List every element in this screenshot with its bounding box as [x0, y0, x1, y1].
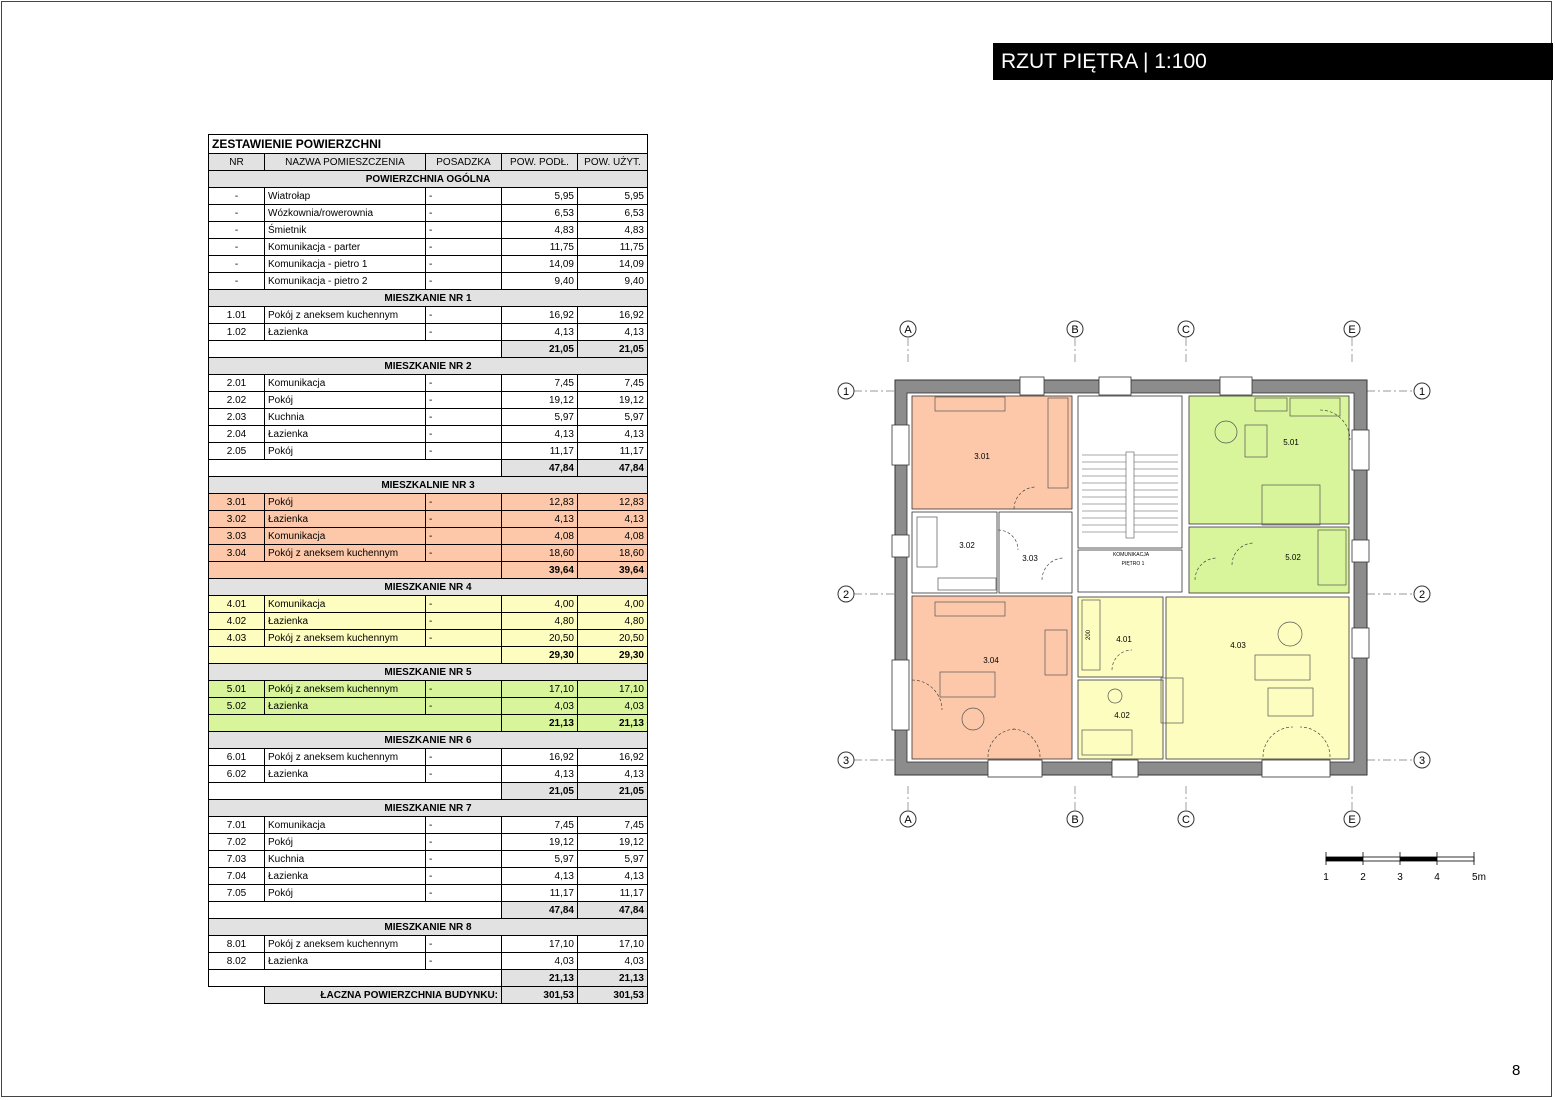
total-usable-area: 21,05	[578, 783, 648, 800]
floor-area: 14,09	[502, 256, 578, 273]
svg-text:2: 2	[842, 589, 850, 601]
total-usable-area: 21,13	[578, 970, 648, 987]
room-number: 7.05	[209, 885, 265, 902]
page-number: 8	[1512, 1062, 1521, 1079]
room-number: 7.04	[209, 868, 265, 885]
usable-area: 5,95	[578, 188, 648, 205]
floor-finish: -	[426, 324, 502, 341]
floor-finish: -	[426, 426, 502, 443]
label-3-01: 3.01	[974, 452, 990, 461]
label-4-02: 4.02	[1114, 711, 1130, 720]
room-name: Komunikacja	[265, 528, 426, 545]
room-name: Łazienka	[265, 868, 426, 885]
room-number: 2.03	[209, 409, 265, 426]
room-number: -	[209, 273, 265, 290]
svg-text:3: 3	[842, 755, 850, 767]
label-5-01: 5.01	[1283, 438, 1299, 447]
label-3-04: 3.04	[983, 656, 999, 665]
floor-area: 4,13	[502, 766, 578, 783]
column-header: POW. PODŁ.	[502, 154, 578, 171]
floor-finish: -	[426, 630, 502, 647]
svg-text:B: B	[1071, 814, 1079, 826]
svg-text:E: E	[1348, 814, 1356, 826]
floor-area: 20,50	[502, 630, 578, 647]
section-name: MIESZKANIE NR 6	[209, 732, 648, 749]
room-name: Pokój	[265, 392, 426, 409]
floor-area: 4,13	[502, 511, 578, 528]
floor-finish: -	[426, 834, 502, 851]
axis-E-top	[1344, 321, 1360, 337]
svg-text:1: 1	[1323, 872, 1329, 883]
usable-area: 4,83	[578, 222, 648, 239]
room-name: Łazienka	[265, 953, 426, 970]
column-header: POW. UŻYT.	[578, 154, 648, 171]
floor-finish: -	[426, 613, 502, 630]
floor-finish: -	[426, 817, 502, 834]
floor-finish: -	[426, 868, 502, 885]
axis-A-bottom	[900, 811, 916, 827]
total-usable-area: 47,84	[578, 902, 648, 919]
room-number: 3.04	[209, 545, 265, 562]
room-3-04	[912, 596, 1072, 759]
label-3-03: 3.03	[1022, 554, 1038, 563]
axis-2-right	[1414, 586, 1430, 602]
floor-finish: -	[426, 222, 502, 239]
room-name: Pokój	[265, 885, 426, 902]
axis-1-left	[838, 383, 854, 399]
room-number: 1.02	[209, 324, 265, 341]
floor-area: 4,13	[502, 324, 578, 341]
room-3-02	[912, 512, 997, 593]
floor-finish: -	[426, 256, 502, 273]
column-header: NR	[209, 154, 265, 171]
table-title: ZESTAWIENIE POWIERZCHNI	[209, 135, 648, 154]
section-name: MIESZKANIE NR 2	[209, 358, 648, 375]
svg-text:C: C	[1182, 324, 1190, 336]
room-number: 7.02	[209, 834, 265, 851]
floor-area: 11,75	[502, 239, 578, 256]
usable-area: 16,92	[578, 749, 648, 766]
room-number: 6.02	[209, 766, 265, 783]
room-number: 5.01	[209, 681, 265, 698]
room-name: Pokój z aneksem kuchennym	[265, 630, 426, 647]
floor-finish: -	[426, 409, 502, 426]
floor-area: 4,80	[502, 613, 578, 630]
room-name: Wiatrołap	[265, 188, 426, 205]
usable-area: 17,10	[578, 936, 648, 953]
axis-A-top	[900, 321, 916, 337]
room-number: 8.02	[209, 953, 265, 970]
svg-text:2: 2	[1360, 872, 1366, 883]
total-floor-area: 47,84	[502, 460, 578, 477]
floor-area: 16,92	[502, 749, 578, 766]
floor-finish: -	[426, 528, 502, 545]
svg-text:PIĘTRO 1: PIĘTRO 1	[1121, 561, 1145, 567]
total-usable-area: 39,64	[578, 562, 648, 579]
room-number: 4.01	[209, 596, 265, 613]
floor-finish: -	[426, 273, 502, 290]
room-name: Pokój	[265, 834, 426, 851]
axis-1-right	[1414, 383, 1430, 399]
room-name: Komunikacja	[265, 596, 426, 613]
floor-finish: -	[426, 205, 502, 222]
svg-text:KOMUNIKACJA: KOMUNIKACJA	[1112, 552, 1150, 558]
room-number: 2.02	[209, 392, 265, 409]
total-floor-area: 39,64	[502, 562, 578, 579]
room-name: Komunikacja - pietro 1	[265, 256, 426, 273]
total-floor-area: 21,13	[502, 715, 578, 732]
room-number: -	[209, 239, 265, 256]
floor-area: 19,12	[502, 392, 578, 409]
room-number: 8.01	[209, 936, 265, 953]
total-usable-area: 21,13	[578, 715, 648, 732]
room-number: 7.01	[209, 817, 265, 834]
floor-area: 12,83	[502, 494, 578, 511]
floor-finish: -	[426, 511, 502, 528]
floor-finish: -	[426, 851, 502, 868]
floor-area: 11,17	[502, 885, 578, 902]
label-5-02: 5.02	[1285, 553, 1301, 562]
room-5-01	[1189, 396, 1349, 524]
room-name: Łazienka	[265, 766, 426, 783]
total-floor-area: 21,05	[502, 341, 578, 358]
label-4-03: 4.03	[1230, 641, 1246, 650]
floor-finish: -	[426, 307, 502, 324]
room-number: 3.01	[209, 494, 265, 511]
usable-area: 14,09	[578, 256, 648, 273]
section-name: POWIERZCHNIA OGÓLNA	[209, 171, 648, 188]
floor-finish: -	[426, 749, 502, 766]
usable-area: 4,13	[578, 324, 648, 341]
usable-area: 6,53	[578, 205, 648, 222]
room-number: -	[209, 222, 265, 239]
svg-text:C: C	[1182, 814, 1190, 826]
svg-text:A: A	[904, 814, 912, 826]
floor-finish: -	[426, 936, 502, 953]
floor-area: 9,40	[502, 273, 578, 290]
section-name: MIESZKANIE NR 7	[209, 800, 648, 817]
floor-area: 5,97	[502, 409, 578, 426]
usable-area: 4,03	[578, 698, 648, 715]
room-name: Pokój z aneksem kuchennym	[265, 749, 426, 766]
room-number: 2.05	[209, 443, 265, 460]
svg-text:E: E	[1348, 324, 1356, 336]
usable-area: 7,45	[578, 817, 648, 834]
usable-area: 4,13	[578, 868, 648, 885]
usable-area: 16,92	[578, 307, 648, 324]
svg-text:B: B	[1071, 324, 1079, 336]
floor-area: 5,95	[502, 188, 578, 205]
room-number: 4.03	[209, 630, 265, 647]
axis-B-top	[1067, 321, 1083, 337]
floor-finish: -	[426, 188, 502, 205]
axis-3-right	[1414, 752, 1430, 768]
section-name: MIESZKANIE NR 5	[209, 664, 648, 681]
axis-2-left	[838, 586, 854, 602]
axis-B-bottom	[1067, 811, 1083, 827]
svg-text:5m: 5m	[1472, 872, 1486, 883]
room-name: Łazienka	[265, 698, 426, 715]
floor-area: 18,60	[502, 545, 578, 562]
svg-text:1: 1	[842, 386, 850, 398]
floor-area: 4,13	[502, 426, 578, 443]
usable-area: 4,13	[578, 426, 648, 443]
usable-area: 5,97	[578, 409, 648, 426]
room-number: 6.01	[209, 749, 265, 766]
floor-area: 7,45	[502, 375, 578, 392]
floor-finish: -	[426, 766, 502, 783]
room-number: 5.02	[209, 698, 265, 715]
usable-area: 12,83	[578, 494, 648, 511]
usable-area: 4,00	[578, 596, 648, 613]
room-5-02	[1189, 527, 1349, 593]
floor-finish: -	[426, 885, 502, 902]
floor-finish: -	[426, 953, 502, 970]
axis-C-top	[1178, 321, 1194, 337]
floor-finish: -	[426, 375, 502, 392]
room-name: Kuchnia	[265, 409, 426, 426]
usable-area: 4,08	[578, 528, 648, 545]
usable-area: 11,17	[578, 885, 648, 902]
floor-finish: -	[426, 494, 502, 511]
floor-area: 17,10	[502, 936, 578, 953]
column-header: NAZWA POMIESZCZENIA	[265, 154, 426, 171]
section-name: MIESZKANIE NR 1	[209, 290, 648, 307]
floor-finish: -	[426, 545, 502, 562]
floor-finish: -	[426, 443, 502, 460]
total-floor-area: 47,84	[502, 902, 578, 919]
dimension-note: 200	[1086, 629, 1092, 640]
column-header: POSADZKA	[426, 154, 502, 171]
room-name: Pokój	[265, 494, 426, 511]
usable-area: 20,50	[578, 630, 648, 647]
room-name: Pokój z aneksem kuchennym	[265, 936, 426, 953]
room-name: Śmietnik	[265, 222, 426, 239]
usable-area: 18,60	[578, 545, 648, 562]
floor-area: 11,17	[502, 443, 578, 460]
usable-area: 7,45	[578, 375, 648, 392]
floor-finish: -	[426, 698, 502, 715]
usable-area: 11,75	[578, 239, 648, 256]
floor-area: 19,12	[502, 834, 578, 851]
room-number: -	[209, 256, 265, 273]
floor-area: 4,08	[502, 528, 578, 545]
floor-area: 16,92	[502, 307, 578, 324]
usable-area: 5,97	[578, 851, 648, 868]
usable-area: 19,12	[578, 834, 648, 851]
room-name: Wózkownia/rowerownia	[265, 205, 426, 222]
page-title: RZUT PIĘTRA | 1:100	[993, 43, 1553, 80]
room-number: 2.01	[209, 375, 265, 392]
room-3-03	[999, 512, 1072, 593]
usable-area: 4,13	[578, 511, 648, 528]
room-name: Komunikacja	[265, 817, 426, 834]
floor-area: 17,10	[502, 681, 578, 698]
room-name: Łazienka	[265, 324, 426, 341]
svg-text:4: 4	[1434, 872, 1440, 883]
total-usable-area: 29,30	[578, 647, 648, 664]
room-number: 3.02	[209, 511, 265, 528]
floor-finish: -	[426, 596, 502, 613]
room-4-03	[1166, 597, 1349, 759]
room-name: Pokój z aneksem kuchennym	[265, 545, 426, 562]
floor-area: 7,45	[502, 817, 578, 834]
floor-area: 4,00	[502, 596, 578, 613]
room-number: 3.03	[209, 528, 265, 545]
usable-area: 11,17	[578, 443, 648, 460]
svg-text:2: 2	[1418, 589, 1426, 601]
usable-area: 17,10	[578, 681, 648, 698]
room-name: Komunikacja - parter	[265, 239, 426, 256]
room-name: Łazienka	[265, 511, 426, 528]
label-4-01: 4.01	[1116, 635, 1132, 644]
floor-area: 4,03	[502, 953, 578, 970]
section-name: MIESZKANIE NR 4	[209, 579, 648, 596]
floor-finish: -	[426, 681, 502, 698]
room-name: Pokój z aneksem kuchennym	[265, 307, 426, 324]
floor-area: 4,13	[502, 868, 578, 885]
section-name: MIESZKANIE NR 8	[209, 919, 648, 936]
axis-3-left	[838, 752, 854, 768]
total-floor-area: 21,13	[502, 970, 578, 987]
room-name: Pokój z aneksem kuchennym	[265, 681, 426, 698]
usable-area: 19,12	[578, 392, 648, 409]
room-name: Kuchnia	[265, 851, 426, 868]
room-name: Komunikacja	[265, 375, 426, 392]
floor-area: 4,03	[502, 698, 578, 715]
room-number: 7.03	[209, 851, 265, 868]
room-number: 4.02	[209, 613, 265, 630]
total-floor-area: 21,05	[502, 783, 578, 800]
floor-area: 5,97	[502, 851, 578, 868]
room-name: Pokój	[265, 443, 426, 460]
floor-area: 6,53	[502, 205, 578, 222]
label-3-02: 3.02	[959, 541, 975, 550]
room-name: Łazienka	[265, 613, 426, 630]
total-usable-area: 47,84	[578, 460, 648, 477]
usable-area: 4,03	[578, 953, 648, 970]
room-number: -	[209, 188, 265, 205]
svg-text:3: 3	[1418, 755, 1426, 767]
room-name: Komunikacja - pietro 2	[265, 273, 426, 290]
total-usable-area: 21,05	[578, 341, 648, 358]
floor-finish: -	[426, 239, 502, 256]
grand-total-label: ŁACZNA POWIERZCHNIA BUDYNKU:	[265, 987, 502, 1004]
axis-E-bottom	[1344, 811, 1360, 827]
usable-area: 4,13	[578, 766, 648, 783]
room-number: 2.04	[209, 426, 265, 443]
grand-total-floor-area: 301,53	[502, 987, 578, 1004]
floor-area: 4,83	[502, 222, 578, 239]
grand-total-usable-area: 301,53	[578, 987, 648, 1004]
axis-C-bottom	[1178, 811, 1194, 827]
scale-bar	[1323, 852, 1486, 883]
usable-area: 9,40	[578, 273, 648, 290]
room-number: 1.01	[209, 307, 265, 324]
section-name: MIESZKALNIE NR 3	[209, 477, 648, 494]
total-floor-area: 29,30	[502, 647, 578, 664]
room-number: -	[209, 205, 265, 222]
room-name: Łazienka	[265, 426, 426, 443]
svg-text:3: 3	[1397, 872, 1403, 883]
svg-text:A: A	[904, 324, 912, 336]
usable-area: 4,80	[578, 613, 648, 630]
floor-finish: -	[426, 392, 502, 409]
svg-text:1: 1	[1418, 386, 1426, 398]
